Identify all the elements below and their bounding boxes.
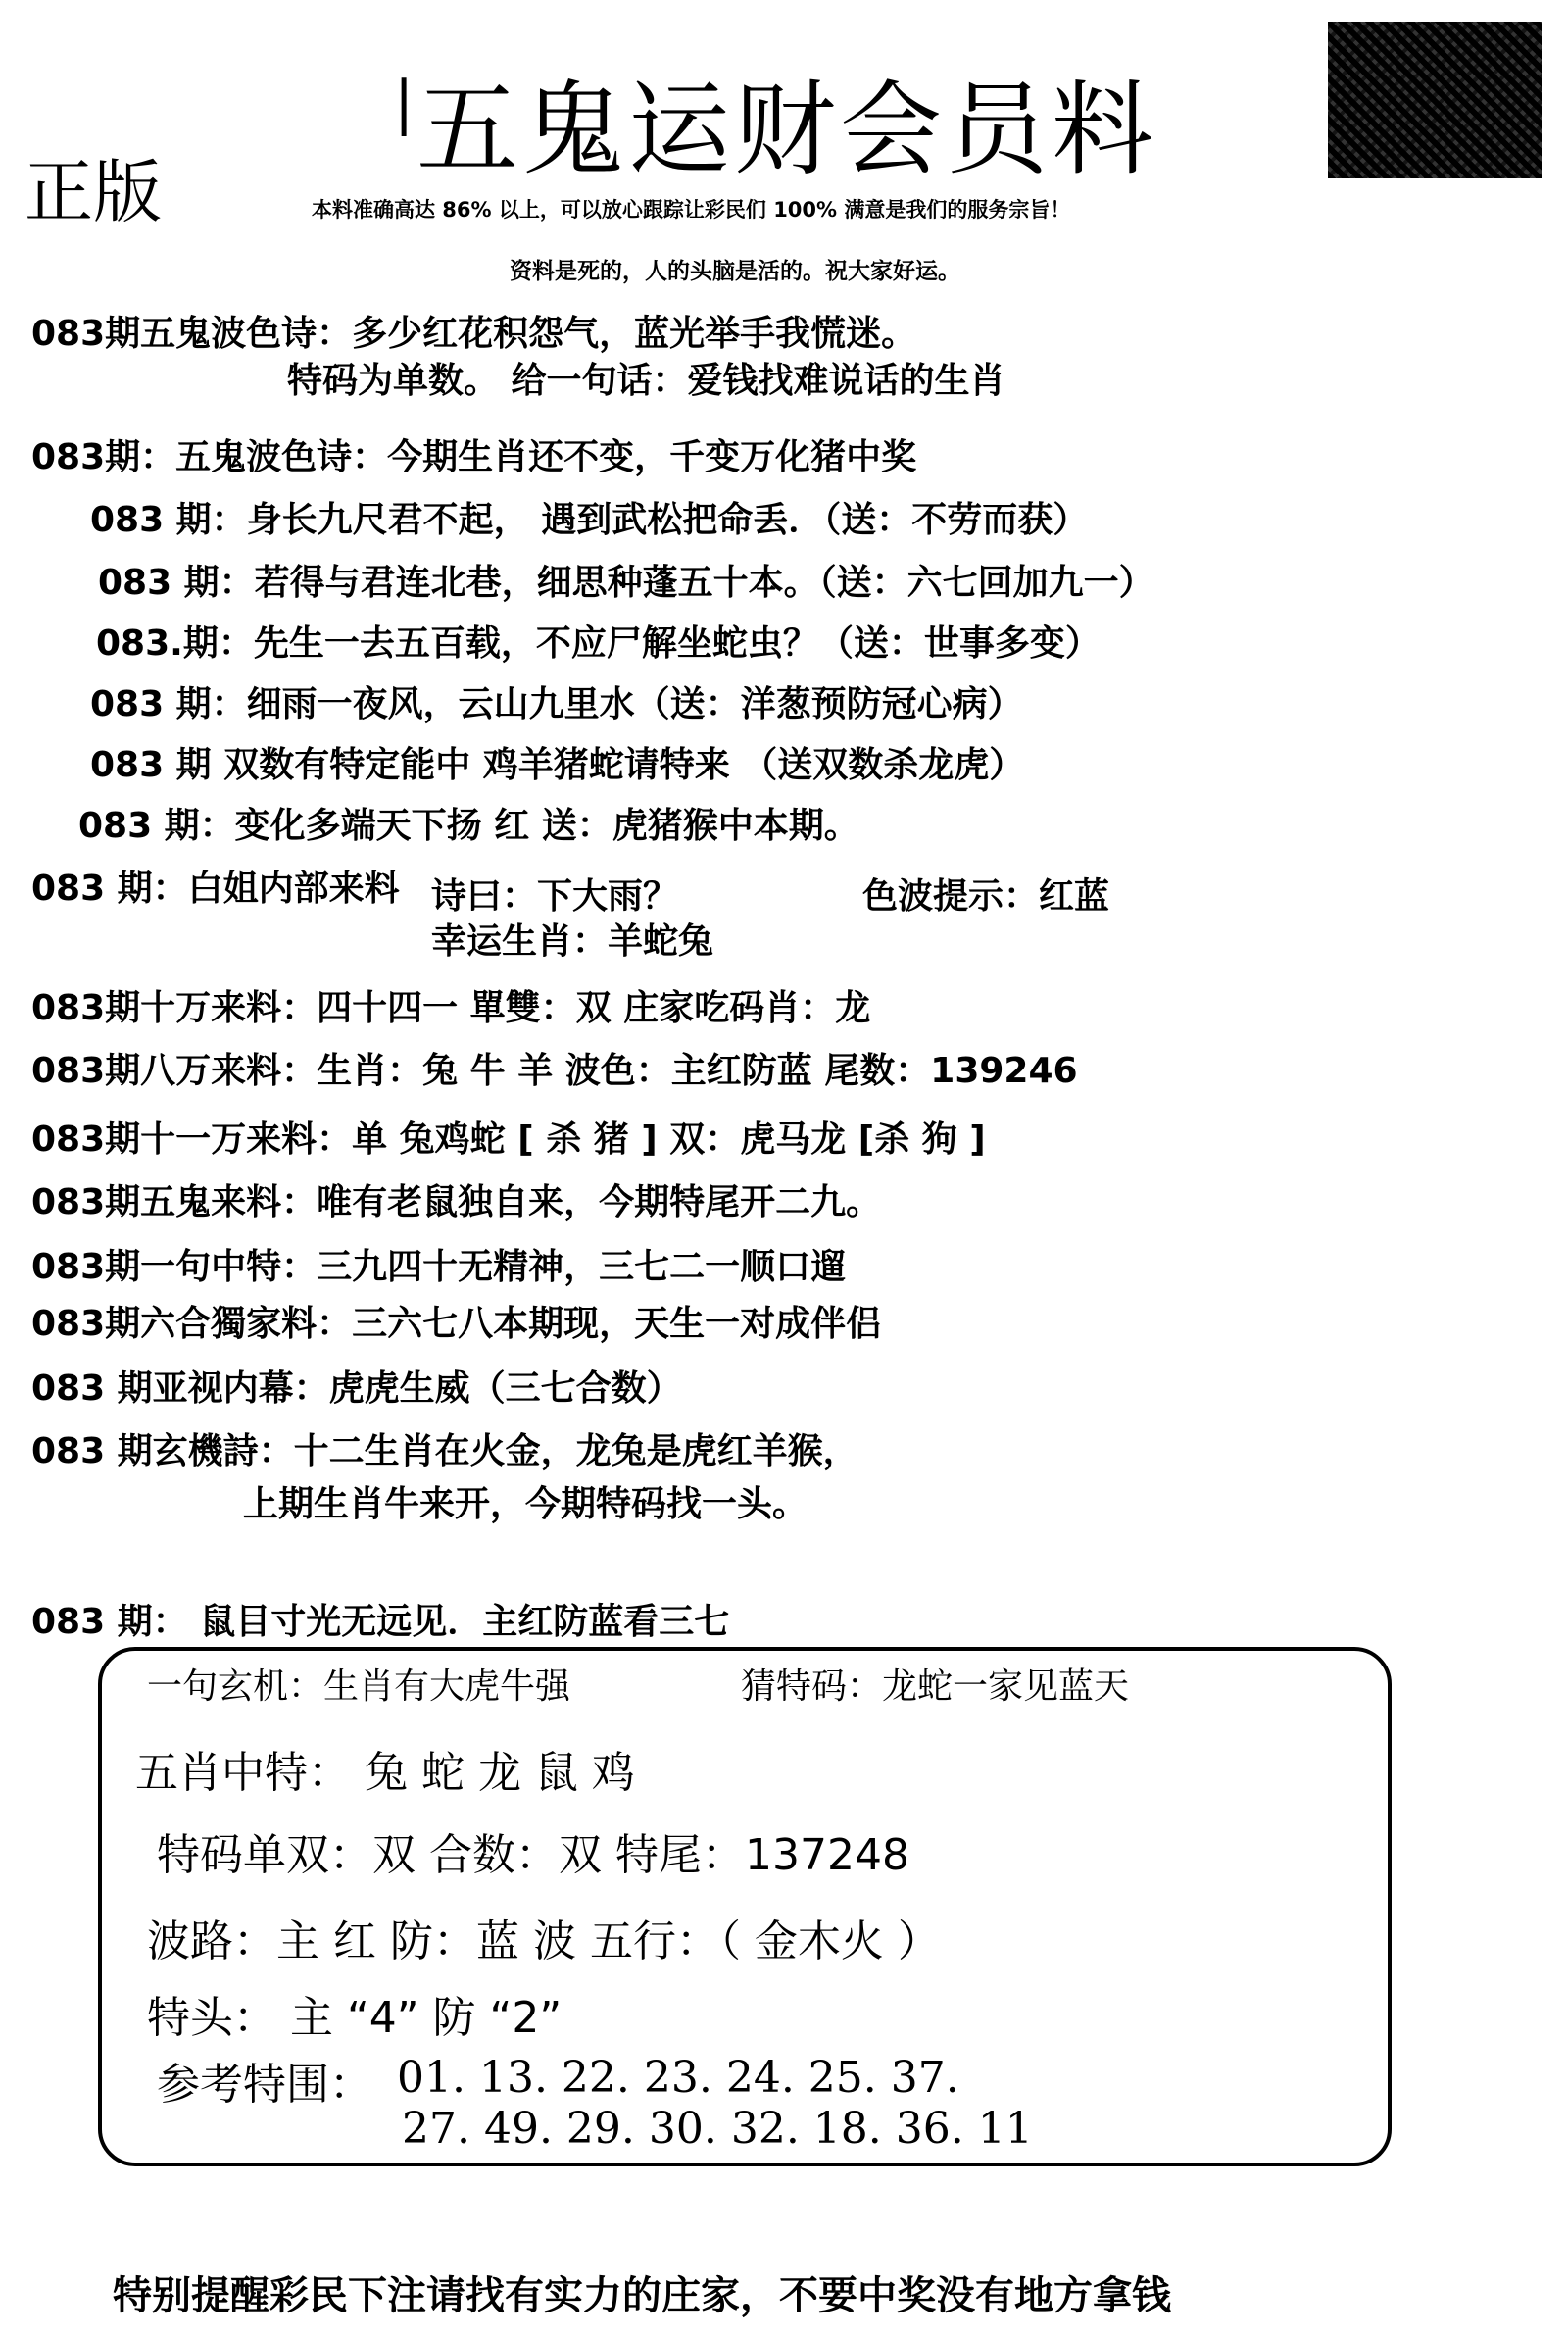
- text-line-17b: 上期生肖牛来开，今期特码找一头。: [243, 1484, 808, 1524]
- text-line-8: 083 期：变化多端天下扬 红 送：虎猪猴中本期。: [78, 806, 859, 846]
- title-mark: |: [394, 69, 415, 137]
- text-line-16: 083 期亚视内幕：虎虎生威（三七合数）: [31, 1368, 682, 1409]
- text-line-13: 083期五鬼来料：唯有老鼠独自来，今期特尾开二九。: [31, 1182, 882, 1222]
- text-line-9a: 083 期：白姐内部来料: [31, 869, 400, 909]
- xuanji-line: 一句玄机：生肖有大虎牛强: [147, 1666, 571, 1707]
- text-line-5: 083.期：先生一去五百载，不应尸解坐蛇虫？（送：世事多变）: [96, 623, 1101, 664]
- tewei-numbers-1: 01. 13. 22. 23. 24. 25. 37.: [397, 2053, 959, 2103]
- text-line-3: 083 期：身长九尺君不起， 遇到武松把命丢．（送：不劳而获）: [90, 500, 1089, 540]
- text-line-10: 083期十万来料：四十四一 單雙：双 庄家吃码肖：龙: [31, 988, 871, 1028]
- caitema-line: 猜特码：龙蛇一家见蓝天: [741, 1666, 1130, 1707]
- text-line-18: 083 期： 鼠目寸光无远见．主红防蓝看三七: [31, 1602, 730, 1642]
- wuxiao-line: 五肖中特： 兔 蛇 龙 鼠 鸡: [135, 1748, 635, 1798]
- text-line-15: 083期六合獨家料：三六七八本期现，天生一对成伴侣: [31, 1304, 882, 1344]
- page-title: 五鬼运财会员料: [416, 70, 1158, 189]
- text-line-7: 083 期 双数有特定能中 鸡羊猪蛇请特来 （送双数杀龙虎）: [90, 745, 1025, 785]
- text-line-12: 083期十一万来料：单 兔鸡蛇 [ 杀 猪 ] 双：虎马龙 [杀 狗 ]: [31, 1119, 986, 1160]
- tetou-line: 特头： 主 “4” 防 “2”: [147, 1993, 563, 2043]
- bolu-line: 波路：主 红 防：蓝 波 五行：（ 金木火 ）: [147, 1916, 941, 1966]
- motto: 资料是死的，人的头脑是活的。祝大家好运。: [510, 259, 960, 284]
- text-line-14: 083期一句中特：三九四十无精神，三七二一顺口遛: [31, 1247, 847, 1287]
- text-line-4: 083 期：若得与君连北巷，细思种蓬五十本。（送：六七回加九一）: [98, 563, 1154, 603]
- qr-code-image: [1328, 22, 1542, 178]
- edition-label: 正版: [24, 152, 162, 232]
- text-line-1a: 083期五鬼波色诗：多少红花积怨气，蓝光举手我慌迷。: [31, 314, 917, 354]
- footer-note: 特别提醒彩民下注请找有实力的庄家，不要中奖没有地方拿钱: [113, 2273, 1171, 2318]
- subtitle: 本料准确高达 86% 以上，可以放心跟踪让彩民们 100% 满意是我们的服务宗旨！: [312, 198, 1071, 222]
- text-line-1b: 特码为单数。 给一句话：爱钱找难说话的生肖: [287, 361, 1005, 401]
- text-line-9c: 色波提示：红蓝: [862, 876, 1110, 917]
- text-line-17a: 083 期玄機詩：十二生肖在火金，龙兔是虎红羊猴，: [31, 1431, 858, 1471]
- tewei-label: 参考特围：: [157, 2060, 372, 2110]
- text-line-9d: 幸运生肖：羊蛇兔: [431, 921, 714, 962]
- text-line-2: 083期：五鬼波色诗：今期生肖还不变，千变万化猪中奖: [31, 437, 917, 477]
- text-line-6: 083 期：细雨一夜风，云山九里水（送：洋葱预防冠心病）: [90, 684, 1023, 724]
- text-line-11: 083期八万来料：生肖：兔 牛 羊 波色：主红防蓝 尾数：139246: [31, 1051, 1078, 1091]
- text-line-9b: 诗曰：下大雨？: [431, 876, 679, 917]
- danshuang-line: 特码单双：双 合数：双 特尾：137248: [157, 1830, 909, 1880]
- tewei-numbers-2: 27. 49. 29. 30. 32. 18. 36. 11: [402, 2104, 1033, 2154]
